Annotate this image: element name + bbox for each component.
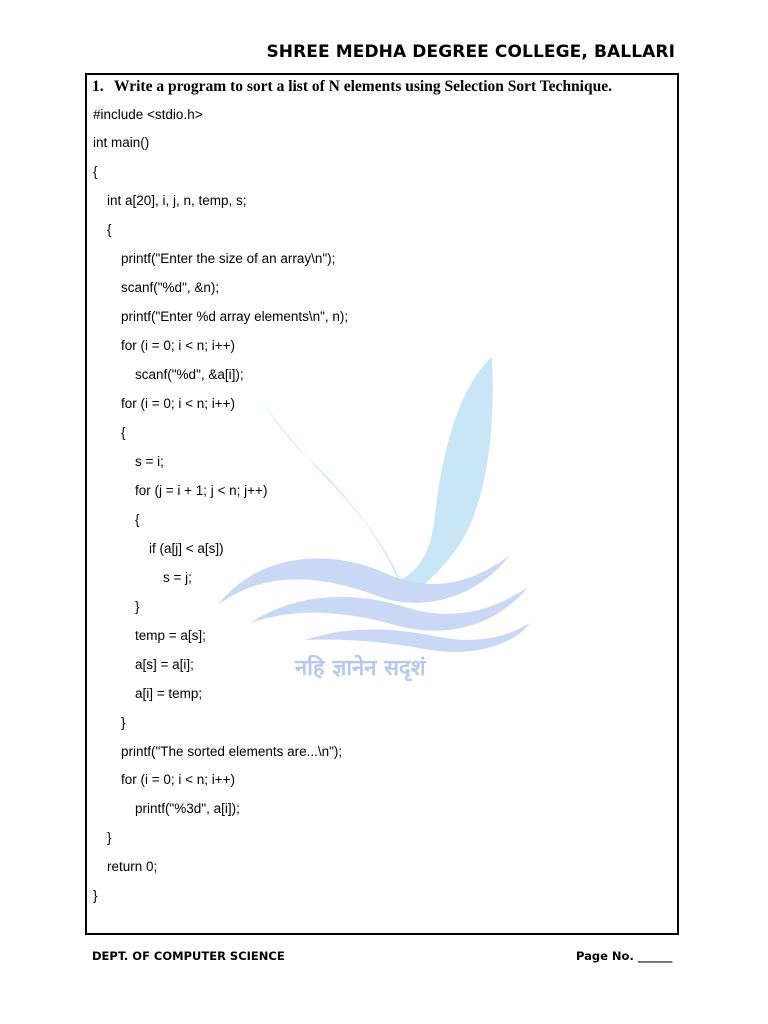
code-line: a[s] = a[i];: [135, 657, 194, 672]
code-line: }: [121, 715, 126, 730]
college-logo-watermark: [210, 355, 550, 690]
code-line: {: [107, 222, 112, 237]
college-header: SHREE MEDHA DEGREE COLLEGE, BALLARI: [266, 42, 675, 62]
code-line: a[i] = temp;: [135, 686, 203, 701]
code-line: }: [135, 599, 140, 614]
code-line: }: [93, 888, 98, 903]
code-line: int main(): [93, 135, 150, 150]
code-line: {: [93, 164, 98, 179]
code-line: for (j = i + 1; j < n; j++): [135, 483, 268, 498]
code-line: scanf("%d", &a[i]);: [135, 367, 244, 382]
department-footer: DEPT. OF COMPUTER SCIENCE: [92, 949, 285, 963]
code-line: printf("%3d", a[i]);: [135, 801, 240, 816]
code-line: return 0;: [107, 859, 158, 874]
question-title: [92, 78, 612, 96]
code-line: for (i = 0; i < n; i++): [121, 396, 236, 411]
code-line: int a[20], i, j, n, temp, s;: [107, 193, 247, 208]
code-line: temp = a[s];: [135, 628, 206, 643]
code-line: s = i;: [135, 454, 164, 469]
logo-wave-1: [218, 555, 510, 605]
code-line: #include <stdio.h>: [93, 107, 203, 122]
question-text: Write a program to sort a list of N elements using Selection Sort Technique.: [114, 78, 612, 95]
code-line: {: [135, 512, 140, 527]
code-line: printf("Enter %d array elements\n", n);: [121, 309, 349, 324]
code-line: for (i = 0; i < n; i++): [121, 772, 236, 787]
code-line: }: [107, 830, 112, 845]
code-line: printf("Enter the size of an array\n");: [121, 251, 336, 266]
question-number: 1.: [92, 78, 104, 95]
code-line: if (a[j] < a[s]): [149, 541, 224, 556]
logo-motto: नहि ज्ञानेन सदृशं: [295, 656, 426, 681]
code-line: scanf("%d", &n);: [121, 280, 220, 295]
page-number-footer: Page No. ______: [576, 949, 673, 963]
code-line: printf("The sorted elements are...\n");: [121, 744, 343, 759]
code-line: s = j;: [163, 570, 192, 585]
code-line: for (i = 0; i < n; i++): [121, 338, 236, 353]
code-line: {: [121, 425, 126, 440]
